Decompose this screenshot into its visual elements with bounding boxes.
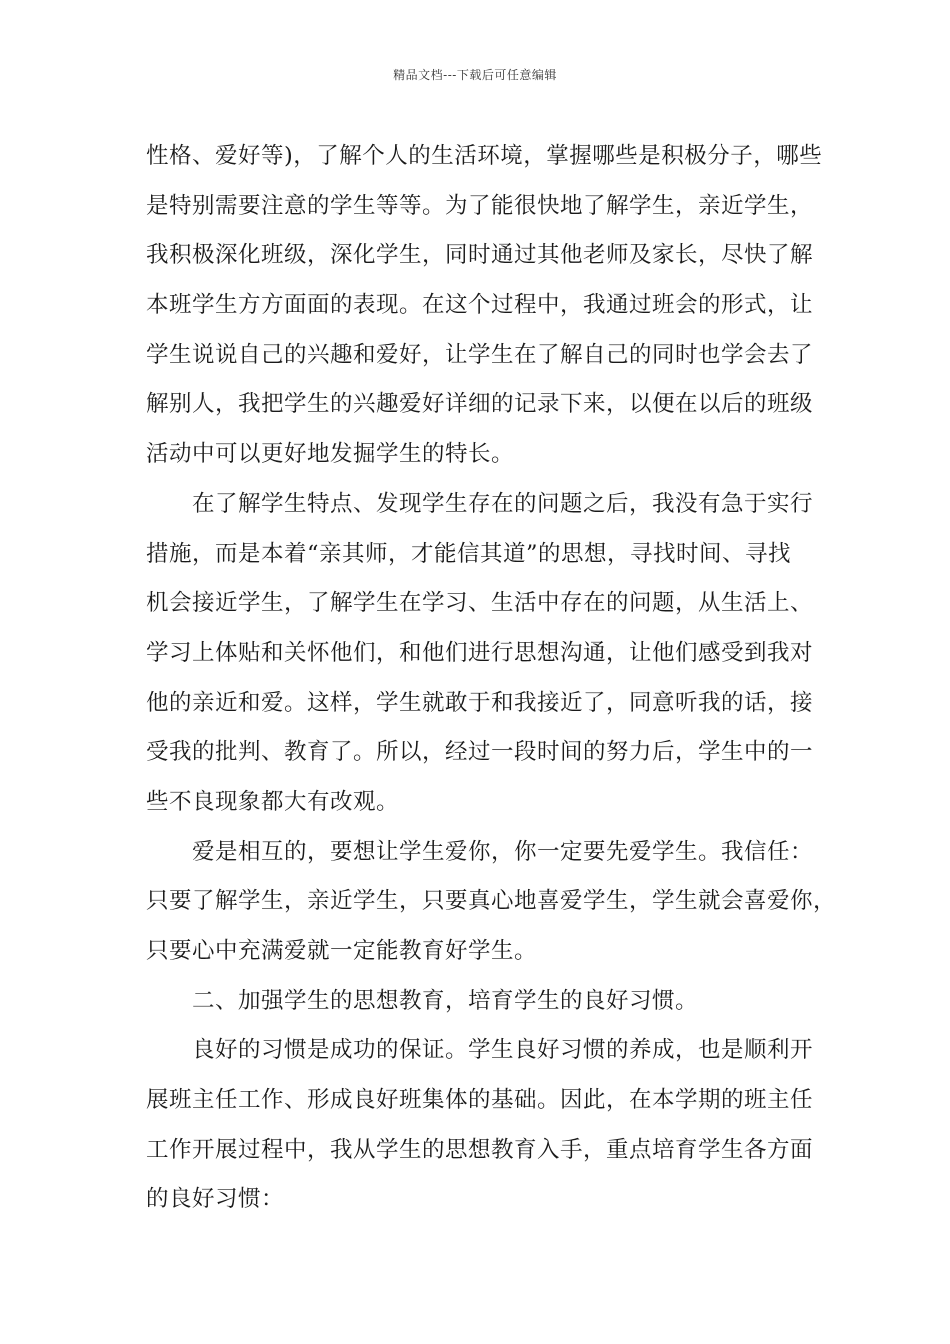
text-line: 性格、爱好等)，了解个人的生活环境，掌握哪些是积极分子，哪些	[146, 143, 823, 169]
section-heading: 二、加强学生的思想教育，培育学生的良好习惯。	[192, 987, 699, 1014]
paragraph-first-line: 在了解学生特点、发现学生存在的问题之后，我没有急于实行	[192, 490, 814, 517]
page-header: 精品文档---下载后可任意编辑	[393, 68, 557, 82]
document-body	[146, 132, 837, 1225]
text-line: 些不良现象都大有改观。	[146, 788, 400, 815]
text-line: 学习上体贴和关怀他们，和他们进行思想沟通，让他们感受到我对	[146, 639, 814, 666]
text-line: 只要心中充满爱就一定能教育好学生。	[146, 938, 538, 964]
paragraph-first-line: 爱是相互的，要想让学生爱你，你一定要先爱学生。我信任：	[192, 838, 814, 865]
text-line: 是特别需要注意的学生等等。为了能很快地了解学生，亲近学生，	[146, 192, 814, 219]
text-line: 展班主任工作、形成良好班集体的基础。因此，在本学期的班主任	[146, 1087, 814, 1114]
text-line: 措施，而是本着“亲其师，才能信其道”的思想，寻找时间、寻找	[146, 540, 792, 567]
paragraph-first-line: 良好的习惯是成功的保证。学生良好习惯的养成，也是顺利开	[192, 1037, 814, 1064]
text-line: 本班学生方方面面的表现。在这个过程中，我通过班会的形式，让	[146, 292, 814, 319]
text-line: 活动中可以更好地发掘学生的特长。	[146, 441, 515, 468]
text-line: 只要了解学生，亲近学生，只要真心地喜爱学生，学生就会喜爱你，	[146, 888, 837, 915]
text-line: 他的亲近和爱。这样，学生就敢于和我接近了，同意听我的话，接	[146, 689, 814, 716]
text-line: 机会接近学生，了解学生在学习、生活中存在的问题，从生活上、	[146, 590, 814, 617]
text-line: 解别人，我把学生的兴趣爱好详细的记录下来，以便在以后的班级	[146, 391, 814, 418]
text-line: 我积极深化班级，深化学生，同时通过其他老师及家长，尽快了解	[146, 242, 814, 269]
text-line: 受我的批判、教育了。所以，经过一段时间的努力后，学生中的一	[146, 739, 814, 766]
text-line: 的良好习惯：	[146, 1186, 285, 1213]
text-line: 学生说说自己的兴趣和爱好，让学生在了解自己的同时也学会去了	[146, 341, 814, 368]
text-line: 工作开展过程中，我从学生的思想教育入手，重点培育学生各方面	[146, 1136, 814, 1163]
